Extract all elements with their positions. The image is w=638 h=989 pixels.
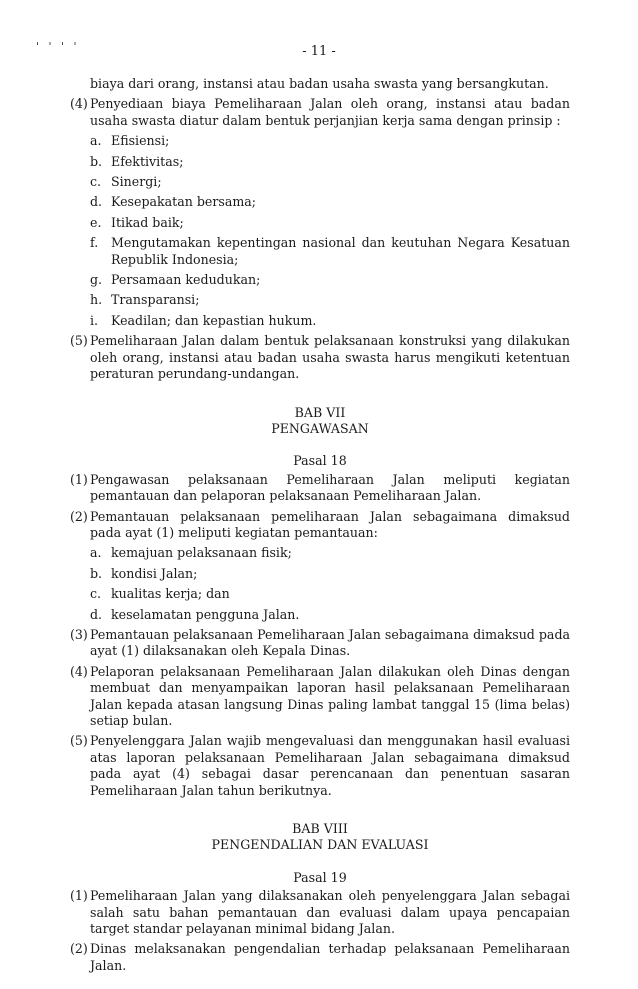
paragraph-1 [70, 888, 570, 937]
list-letter: b. [90, 153, 103, 169]
list-text: Transparansi; [111, 292, 200, 308]
list-letter: e. [90, 214, 102, 230]
list-text: Efektivitas; [111, 153, 184, 169]
paragraph-2 [70, 941, 570, 974]
paragraph-number: (1) [70, 471, 88, 487]
paragraph-number: (3) [70, 626, 88, 642]
paragraph-number: (4) [70, 663, 88, 679]
list-text: Efisiensi; [111, 133, 170, 149]
list-text: kondisi Jalan; [111, 565, 198, 581]
list-item [90, 566, 570, 582]
paragraph-text: Pemantauan pelaksanaan pemeliharaan Jalan sebagaimana dimaksud pada ayat (1) meliputi kegiatan pemantauan: [90, 508, 570, 540]
paragraph-number: (1) [70, 888, 88, 904]
list-item [90, 133, 570, 149]
chapter-subtitle: PENGAWASAN [271, 420, 369, 436]
list-item [90, 272, 570, 288]
paragraph-text: Penyediaan biaya Pemeliharaan Jalan oleh orang, instansi atau badan usaha swasta diatur dalam bentuk perjanjian kerja sama dengan prinsip : [90, 96, 570, 128]
paragraph-text: Pengawasan pelaksanaan Pemeliharaan Jalan meliputi kegiatan pemantauan dan pelaporan pelaksanaan Pemeliharaan Jalan. [90, 471, 570, 504]
list-item [90, 607, 570, 623]
list-text: Keadilan; dan kepastian hukum. [111, 312, 317, 328]
list-letter: b. [90, 565, 103, 581]
list-letter: h. [90, 292, 103, 308]
list-item [90, 174, 570, 190]
continued-paragraph: biaya dari orang, instansi atau badan usaha swasta yang bersangkutan. [90, 76, 549, 91]
paragraph-text: Pelaporan pelaksanaan Pemeliharaan Jalan dilakukan oleh Dinas dengan membuat dan menyampaikan laporan hasil pelaksanaan Pemeliharaan Jalan kepada atasan langsung Dinas paling lambat tanggal 15 (lima belas) setiap bulan. [90, 663, 570, 728]
list-text: keselamatan pengguna Jalan. [111, 606, 300, 622]
paragraph-text: Penyelenggara Jalan wajib mengevaluasi dan menggunakan hasil evaluasi atas laporan pelaksanaan Pemeliharaan Jalan sebagaimana dimaksud pada ayat (4) sebagai dasar perencanaan dan penentuan sasaran Pemeliharaan Jalan tahun berikutnya. [90, 733, 570, 798]
article-title: Pasal 18 [293, 453, 347, 469]
list-text: kemajuan pelaksanaan fisik; [111, 545, 292, 561]
paragraph-text: Pemantauan pelaksanaan Pemeliharaan Jalan sebagaimana dimaksud pada ayat (1) dilaksanakan oleh Kepala Dinas. [90, 626, 571, 659]
paragraph-number: (4) [70, 96, 88, 112]
paragraph-text: Pemeliharaan Jalan yang dilaksanakan oleh penyelenggara Jalan sebagai salah satu bahan pemantauan dan evaluasi dalam upaya pencapaian target standar pelayanan minimal bidang Jalan. [90, 888, 570, 937]
chapter-title: BAB VIII [292, 821, 348, 837]
list-letter: a. [90, 133, 102, 149]
chapter-subtitle: PENGENDALIAN DAN EVALUASI [211, 837, 429, 853]
list-item [90, 194, 570, 210]
list-letter: f. [90, 235, 99, 251]
paragraph-number: (2) [70, 941, 88, 957]
paragraph-4 [70, 664, 570, 730]
scan-mark: ' ' ' ' [36, 40, 80, 53]
paragraph-text: Pemeliharaan Jalan dalam bentuk pelaksanaan konstruksi yang dilakukan oleh orang, instansi atau badan usaha swasta harus mengikuti ketentuan peraturan perundang-undangan. [90, 333, 570, 382]
list-text: Sinergi; [111, 174, 162, 190]
paragraph-2 [70, 509, 570, 542]
list-text: Kesepakatan bersama; [111, 194, 257, 210]
paragraph-5 [70, 333, 570, 382]
list-letter: c. [90, 174, 102, 190]
list-text: Itikad baik; [111, 214, 184, 230]
list-item [90, 154, 570, 170]
list-text: kualitas kerja; dan [111, 586, 230, 602]
paragraph-number: (2) [70, 508, 88, 524]
chapter-title: BAB VII [294, 404, 346, 420]
paragraph-number: (5) [70, 733, 88, 749]
list-letter: g. [90, 272, 103, 288]
list-text: Persamaan kedudukan; [111, 272, 261, 288]
paragraph-4 [70, 96, 570, 129]
page-number: - 11 - [302, 44, 336, 59]
list-letter: d. [90, 606, 103, 622]
list-letter: i. [90, 312, 99, 328]
list-item [90, 313, 570, 329]
paragraph-text: Dinas melaksanakan pengendalian terhadap pelaksanaan Pemeliharaan Jalan. [90, 941, 570, 973]
list-item [90, 586, 570, 602]
paragraph-1 [70, 472, 570, 505]
document-body [70, 76, 570, 978]
list-letter: d. [90, 194, 103, 210]
list-item [90, 545, 570, 561]
list-letter: c. [90, 586, 102, 602]
list-item [90, 215, 570, 231]
list-text: Mengutamakan kepentingan nasional dan keutuhan Negara Kesatuan Republik Indonesia; [111, 235, 570, 267]
list-item [90, 235, 570, 268]
paragraph-3 [70, 627, 570, 660]
list-item [90, 292, 570, 308]
paragraph-5 [70, 733, 570, 799]
paragraph-number: (5) [70, 333, 88, 349]
list-letter: a. [90, 545, 102, 561]
article-title: Pasal 19 [293, 869, 347, 885]
